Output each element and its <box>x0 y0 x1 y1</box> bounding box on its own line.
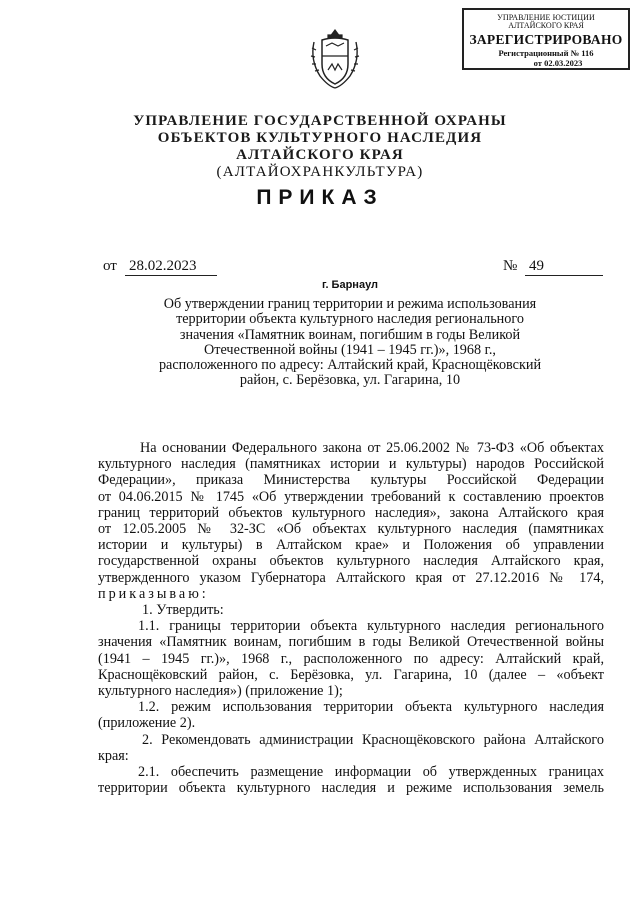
body-line: утвержденного указом Губернатора Алтайского края от 27.12.2016 № 174, <box>98 569 604 586</box>
coat-of-arms-icon <box>306 26 364 92</box>
body-line: 1.2. режим использования территории объекта культурного наследия <box>138 699 604 716</box>
body-line: культурного наследия») (приложение 1); <box>98 683 343 700</box>
number-label: № <box>503 258 518 274</box>
body-line: Федерации», приказа Министерства культуры Российской Федерации <box>98 472 604 489</box>
document-subject <box>130 297 570 389</box>
body-line: территории объекта культурного наследия и режиме использования земель <box>98 780 604 797</box>
body-line: 1.1. границы территории объекта культурного наследия регионального <box>138 618 604 635</box>
body-line: государственной охраны объектов культурного наследия Алтайского края, <box>98 553 604 570</box>
document-date: 28.02.2023 <box>125 258 217 276</box>
date-label: от <box>103 258 117 274</box>
org-abbreviation: (АЛТАЙОХРАНКУЛЬТУРА) <box>216 164 424 180</box>
body-line: 2. Рекомендовать администрации Краснощёковского района Алтайского <box>142 731 604 748</box>
body-line: значения «Памятник воинам, погибшим в годы Великой Отечественной войны <box>98 634 604 651</box>
body-line: края: <box>98 747 129 764</box>
subject-line: территории объекта культурного наследия регионального <box>176 311 524 328</box>
document-body <box>98 440 604 796</box>
document-number: 49 <box>525 258 603 276</box>
subject-line: район, с. Берёзовка, ул. Гагарина, 10 <box>239 372 461 389</box>
body-line: культурного наследия (памятниках истории и культуры) народов Российской <box>98 456 604 473</box>
stamp-authority: УПРАВЛЕНИЕ ЮСТИЦИИ <box>497 13 595 22</box>
org-name-line-2: ОБЪЕКТОВ КУЛЬТУРНОГО НАСЛЕДИЯ <box>157 130 483 146</box>
subject-line: значения «Памятник воинам, погибшим в годы Великой <box>179 326 521 343</box>
body-line: (приложение 2). <box>98 715 196 732</box>
document-title: ПРИКАЗ <box>256 186 384 209</box>
registration-stamp <box>462 8 630 70</box>
body-line: Краснощёковский район, с. Берёзовка, ул. Гагарина, 10 (далее – «объект <box>98 666 604 683</box>
stamp-reg-number: Регистрационный № 116 <box>498 48 594 58</box>
body-line: На основании Федерального закона от 25.06.2002 № 73-ФЗ «Об объектах <box>140 440 604 456</box>
org-name-line-1: УПРАВЛЕНИЕ ГОСУДАРСТВЕННОЙ ОХРАНЫ <box>133 113 507 129</box>
org-name-line-3: АЛТАЙСКОГО КРАЯ <box>236 147 404 163</box>
body-line: от 12.05.2005 № 32-ЗС «Об объектах культурного наследия (памятниках <box>98 521 604 538</box>
body-line: (1941 – 1945 гг.)», 1968 г., расположенного по адресу: Алтайский край, <box>98 650 604 667</box>
stamp-region: АЛТАЙСКОГО КРАЯ <box>508 21 584 30</box>
body-line: приказываю: <box>98 585 209 602</box>
city: г. Барнаул <box>321 279 379 291</box>
subject-line: Отечественной войны (1941 – 1945 гг.)», 1968 г., <box>204 341 496 358</box>
body-line: истории и культуры) в Алтайском крае» и Положения об управлении <box>98 537 604 554</box>
body-line: границ территорий объектов культурного наследия», закона Алтайского края <box>98 504 604 521</box>
stamp-date: от 02.03.2023 <box>533 58 583 68</box>
body-line: от 04.06.2015 № 1745 «Об утверждении требований к составлению проектов <box>98 488 604 505</box>
subject-line: расположенного по адресу: Алтайский край, Краснощёковский <box>158 357 542 374</box>
body-line: 1. Утвердить: <box>142 602 224 619</box>
stamp-status: ЗАРЕГИСТРИРОВАНО <box>469 32 623 47</box>
body-line: 2.1. обеспечить размещение информации об утвержденных границах <box>138 764 604 781</box>
subject-line: Об утверждении границ территории и режима использования <box>163 296 537 312</box>
